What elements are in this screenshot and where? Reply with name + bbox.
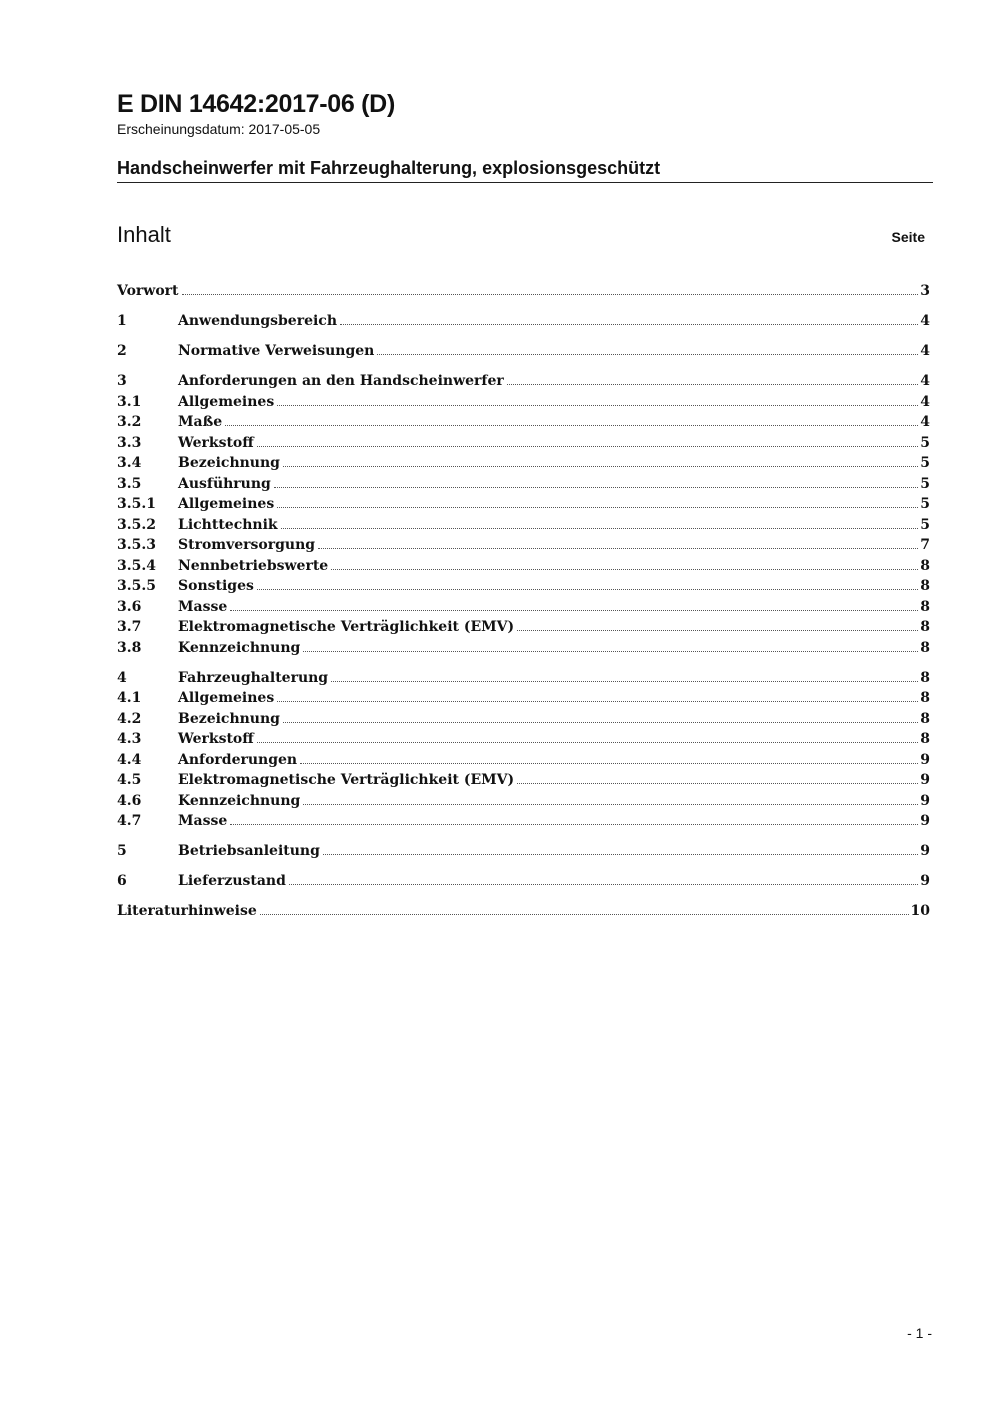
toc-entry-page: 3	[920, 283, 930, 299]
toc-entry-page: 9	[920, 751, 930, 768]
toc-entry-page: 8	[920, 690, 930, 706]
toc-entry[interactable]	[117, 310, 930, 331]
toc-dot-leader	[257, 728, 919, 743]
toc-dot-leader	[182, 280, 919, 295]
toc-entry-label: Werkstoff	[178, 434, 254, 451]
toc-heading: Inhalt	[117, 222, 171, 247]
toc-entry-label: Vorwort	[117, 283, 179, 299]
toc-entry[interactable]	[117, 555, 930, 576]
toc-dot-leader	[230, 810, 918, 825]
toc-entry-label: Lichttechnik	[178, 516, 278, 533]
toc-entry-number: 4	[117, 669, 127, 686]
toc-entry-label: Lieferzustand	[178, 873, 286, 889]
toc-dot-leader	[257, 432, 919, 447]
toc-entry-label: Allgemeines	[178, 393, 275, 410]
toc-entry-number: 3.5.3	[117, 537, 156, 553]
toc-entry[interactable]	[117, 534, 930, 555]
page-column-label: Seite	[891, 229, 925, 245]
toc-entry-number: 4.7	[117, 813, 142, 829]
toc-entry-number: 3.7	[117, 619, 142, 635]
toc-entry[interactable]	[117, 473, 930, 494]
toc-entry[interactable]	[117, 708, 930, 729]
toc-entry-label: Bezeichnung	[178, 455, 280, 471]
toc-entry-page: 8	[920, 710, 930, 727]
toc-entry-label: Werkstoff	[178, 731, 254, 747]
toc-entry-number: 4.2	[117, 710, 142, 727]
toc-entry-label: Anforderungen an den Handscheinwerfer	[178, 373, 504, 389]
toc-entry-page: 8	[920, 669, 930, 686]
toc-entry-number: 3.5.1	[117, 496, 156, 512]
document-title: Handscheinwerfer mit Fahrzeughalterung, explosionsgeschützt	[117, 158, 661, 178]
toc-entry-page: 8	[920, 639, 930, 656]
toc-entry-number: 4.3	[117, 731, 142, 747]
toc-entry[interactable]	[117, 596, 930, 617]
toc-dot-leader	[300, 749, 918, 764]
toc-entry-page: 5	[920, 455, 930, 471]
toc-entry-label: Allgemeines	[178, 496, 275, 512]
toc-dot-leader	[331, 667, 918, 682]
toc-dot-leader	[303, 790, 918, 805]
toc-entry-page: 5	[920, 516, 930, 533]
toc-entry-page: 4	[920, 373, 930, 389]
toc-dot-leader	[283, 708, 918, 723]
toc-dot-leader	[230, 596, 918, 611]
toc-entry-number: 3	[117, 373, 127, 389]
toc-entry[interactable]	[117, 340, 930, 361]
toc-entry-label: Bezeichnung	[178, 710, 280, 727]
toc-entry[interactable]	[117, 769, 930, 790]
toc-entry-page: 8	[920, 578, 930, 594]
toc-dot-leader	[283, 452, 918, 467]
toc-entry-label: Allgemeines	[178, 690, 275, 706]
toc-entry-number: 3.8	[117, 639, 142, 656]
toc-dot-leader	[318, 534, 918, 549]
toc-entry[interactable]	[117, 493, 930, 514]
toc-entry-label: Literaturhinweise	[117, 903, 257, 919]
toc-entry-label: Ausführung	[178, 475, 271, 492]
toc-entry[interactable]	[117, 667, 930, 688]
toc-entry[interactable]	[117, 840, 930, 861]
toc-entry-label: Fahrzeughalterung	[178, 669, 329, 686]
toc-dot-leader	[323, 840, 918, 855]
toc-entry[interactable]	[117, 514, 930, 535]
toc-entry-page: 9	[920, 873, 930, 889]
toc-entry-number: 3.5.5	[117, 578, 156, 594]
toc-entry-number: 3.4	[117, 455, 142, 471]
toc-entry[interactable]	[117, 575, 930, 596]
toc-entry[interactable]	[117, 900, 930, 921]
toc-entry-page: 8	[920, 598, 930, 615]
toc-entry[interactable]	[117, 637, 930, 658]
toc-entry-number: 3.5.4	[117, 557, 156, 574]
publication-date: Erscheinungsdatum: 2017-05-05	[117, 121, 321, 137]
toc-entry-label: Betriebsanleitung	[178, 843, 320, 859]
toc-entry-number: 3.1	[117, 393, 142, 410]
toc-entry-label: Stromversorgung	[178, 537, 316, 553]
toc-dot-leader	[277, 687, 918, 702]
toc-entry-page: 4	[920, 343, 930, 359]
toc-entry[interactable]	[117, 790, 930, 811]
document-id: E DIN 14642:2017-06 (D)	[117, 90, 395, 118]
toc-entry-label: Anwendungsbereich	[178, 313, 337, 329]
toc-entry[interactable]	[117, 280, 930, 301]
toc-entry-label: Masse	[178, 598, 228, 615]
toc-entry-page: 7	[920, 537, 930, 553]
toc-entry-number: 5	[117, 843, 127, 859]
toc-entry-number: 4.5	[117, 772, 142, 788]
toc-entry-number: 3.5	[117, 475, 142, 492]
title-divider	[117, 182, 933, 183]
toc-entry-label: Sonstiges	[178, 578, 254, 594]
toc-entry-page: 4	[920, 393, 930, 410]
toc-entry-page: 10	[910, 903, 930, 919]
toc-dot-leader	[277, 391, 918, 406]
toc-entry[interactable]	[117, 749, 930, 770]
toc-entry[interactable]	[117, 391, 930, 412]
toc-entry-label: Kennzeichnung	[178, 792, 301, 809]
toc-entry-page: 5	[920, 475, 930, 492]
toc-entry[interactable]	[117, 616, 930, 637]
toc-dot-leader	[277, 493, 918, 508]
toc-entry-label: Nennbetriebswerte	[178, 557, 329, 574]
toc-entry-label: Anforderungen	[178, 751, 298, 768]
toc-dot-leader	[260, 900, 909, 915]
toc-entry-number: 6	[117, 873, 127, 889]
toc-entry-label: Maße	[178, 414, 223, 430]
toc-entry-number: 3.3	[117, 434, 142, 451]
toc-entry-number: 2	[117, 343, 127, 359]
toc-entry-number: 3.5.2	[117, 516, 156, 533]
toc-entry-page: 8	[920, 619, 930, 635]
toc-entry-page: 4	[920, 414, 930, 430]
toc-entry-page: 5	[920, 496, 930, 512]
toc-dot-leader	[377, 340, 918, 355]
toc-entry-page: 9	[920, 772, 930, 788]
toc-entry[interactable]	[117, 870, 930, 891]
toc-dot-leader	[517, 769, 918, 784]
toc-entry-label: Masse	[178, 813, 228, 829]
toc-dot-leader	[274, 473, 918, 488]
toc-entry-page: 4	[920, 313, 930, 329]
toc-entry-page: 8	[920, 557, 930, 574]
toc-entry[interactable]	[117, 411, 930, 432]
toc-entry-page: 9	[920, 843, 930, 859]
toc-entry-page: 8	[920, 731, 930, 747]
toc-entry-number: 4.1	[117, 690, 142, 706]
toc-entry[interactable]	[117, 687, 930, 708]
toc-entry-label: Elektromagnetische Verträglichkeit (EMV)	[178, 772, 515, 788]
toc-entry-number: 4.4	[117, 751, 142, 768]
toc-entry-number: 3.2	[117, 414, 142, 430]
toc-dot-leader	[331, 555, 918, 570]
toc-entry-label: Normative Verweisungen	[178, 343, 375, 359]
toc-entry[interactable]	[117, 370, 930, 391]
table-of-contents	[117, 280, 930, 921]
toc-dot-leader	[303, 637, 918, 652]
toc-dot-leader	[340, 310, 918, 325]
toc-entry-number: 3.6	[117, 598, 142, 615]
toc-entry-label: Elektromagnetische Verträglichkeit (EMV)	[178, 619, 515, 635]
toc-entry-number: 1	[117, 313, 127, 329]
page-number: - 1 -	[907, 1325, 932, 1341]
toc-entry[interactable]	[117, 728, 930, 749]
toc-dot-leader	[257, 575, 918, 590]
toc-entry-page: 9	[920, 792, 930, 809]
toc-entry-page: 9	[920, 813, 930, 829]
toc-entry[interactable]	[117, 452, 930, 473]
toc-dot-leader	[507, 370, 919, 385]
toc-dot-leader	[517, 616, 918, 631]
toc-dot-leader	[281, 514, 919, 529]
toc-entry-label: Kennzeichnung	[178, 639, 301, 656]
toc-entry[interactable]	[117, 810, 930, 831]
toc-entry[interactable]	[117, 432, 930, 453]
toc-entry-number: 4.6	[117, 792, 142, 809]
toc-dot-leader	[289, 870, 918, 885]
toc-dot-leader	[225, 411, 918, 426]
toc-entry-page: 5	[920, 434, 930, 451]
